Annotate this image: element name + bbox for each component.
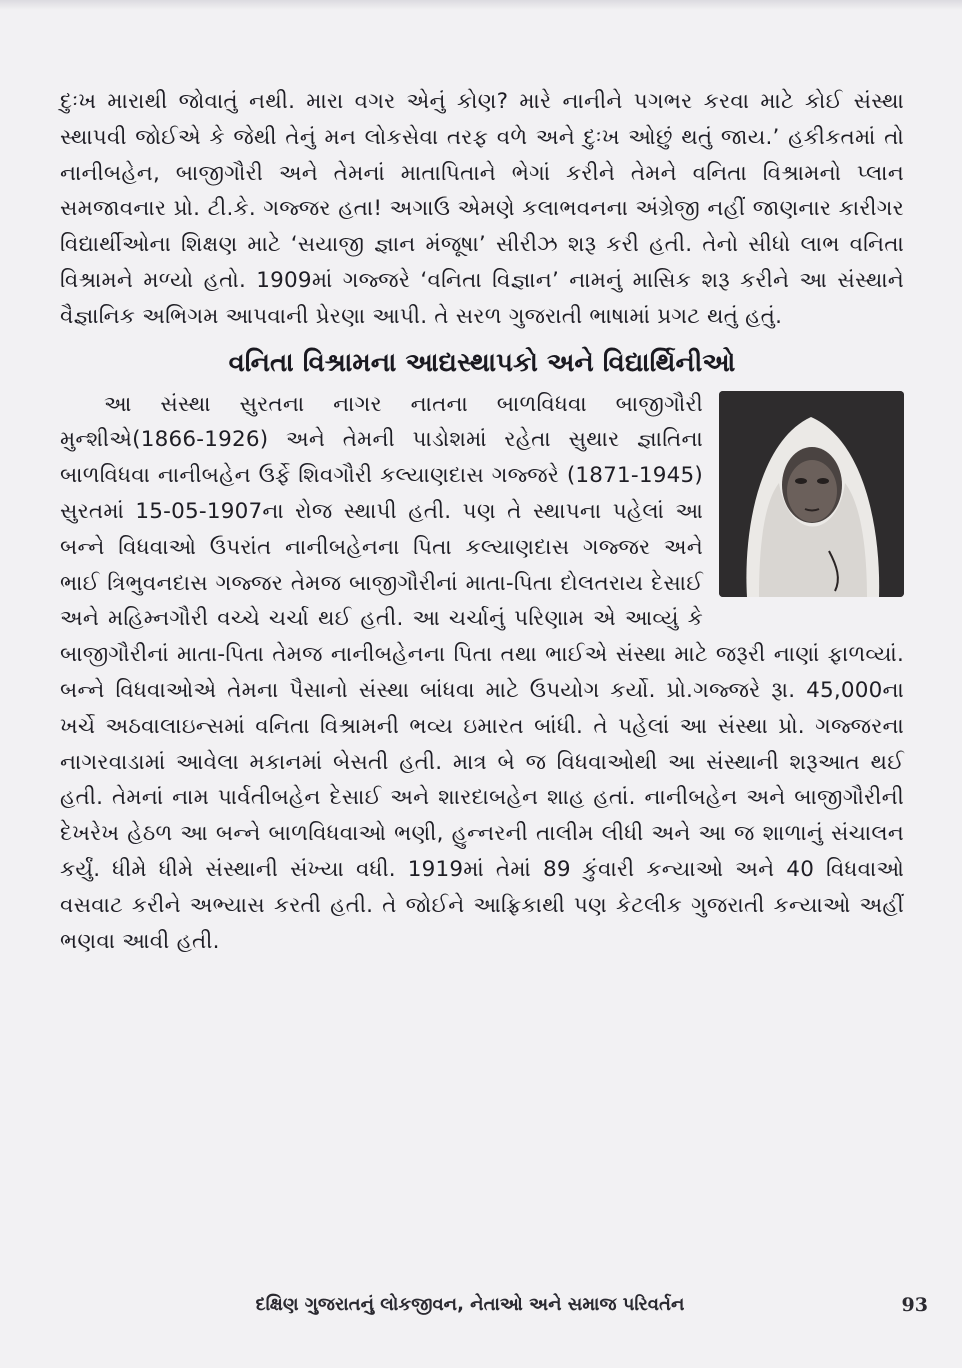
footer-book-title: દક્ષિણ ગુજરાતનું લોકજીવન, નેતાઓ અને સમાજ પરિવર્તન	[255, 1294, 685, 1315]
paragraph-founders: આ સંસ્થા સુરતના નાગર નાતના બાળવિધવા બાજીગૌરી મુન્શીએ(1866-1926) અને તેમની પાડોશમાં રહેતા સુથાર જ્ઞાતિના બાળવિધવા નાનીબહેન ઉર્ફે શિવગૌરી કલ્યાણદાસ ગજ્જરે (1871-1945) સુરતમાં 15-05-1907ના રોજ સ્થાપી હતી. પણ તે સ્થાપના પહેલાં આ બન્ને વિધવાઓ ઉપરાંત નાનીબહેનના પિતા કલ્યાણદાસ ગજ્જર અને ભાઈ ત્રિભુવનદાસ ગજ્જર તેમજ બાજીગૌરીનાં માતા-પિતા દોલતરાય દેસાઈ અને મહિમ્નગૌરી વચ્ચે ચર્ચા થઈ હતી. આ ચર્ચાનું પરિણામ એ આવ્યું કે બાજીગૌરીનાં માતા-પિતા તેમજ નાનીબહેનના પિતા તથા ભાઈએ સંસ્થા માટે જરૂરી નાણાં ફાળવ્યાં. બન્ને વિધવાઓએ તેમના પૈસાનો સંસ્થા બાંધવા માટે ઉપયોગ કર્યો. પ્રો.ગજ્જરે રૂા. 45,000ના ખર્ચે અઠવાલાઇન્સમાં વનિતા વિશ્રામની ભવ્ય ઇમારત બાંધી. તે પહેલાં આ સંસ્થા પ્રો. ગજ્જરના નાગરવાડામાં આવેલા મકાનમાં બેસતી હતી. માત્ર બે જ વિધવાઓથી આ સંસ્થાની શરૂઆત થઈ હતી. તેમનાં નામ પાર્વતીબહેન દેસાઈ અને શારદાબહેન શાહ હતાં. નાનીબહેન અને બાજીગૌરીની દેખરેખ હેઠળ આ બન્ને બાળવિધવાઓ ભણી, હુન્નરની તાલીમ લીધી અને આ જ શાળાનું સંચાલન કર્યું. ધીમે ધીમે સંસ્થાની સંખ્યા વધી. 1919માં તેમાં 89 કુંવારી કન્યાઓ અને 40 વિધવાઓ વસવાટ કરીને અભ્યાસ કરતી હતી. તે જોઈને આફ્રિકાથી પણ કેટલીક ગુજરાતી કન્યાઓ અહીં ભણવા આવી હતી.	[60, 391, 904, 954]
page-footer	[0, 1290, 962, 1330]
paragraph-intro: દુઃખ મારાથી જોવાતું નથી. મારા વગર એનું કોણ? મારે નાનીને પગભર કરવા માટે કોઈ સંસ્થા સ્થાપવી જોઈએ કે જેથી તેનું મન લોકસેવા તરફ વળે અને દુઃખ ઓછું થતું જાય.’ હકીકતમાં તો નાનીબહેન, બાજીગૌરી અને તેમનાં માતાપિતાને ભેગાં કરીને તેમને વનિતા વિશ્રામનો પ્લાન સમજાવનાર પ્રો. ટી.કે. ગજ્જર હતા! અગાઉ એમણે કલાભવનના અંગ્રેજી નહીં જાણનાર કારીગર વિદ્યાર્થીઓના શિક્ષણ માટે ‘સયાજી જ્ઞાન મંજૂષા’ સીરીઝ શરૂ કરી હતી. તેનો સીધો લાભ વનિતા વિશ્રામને મળ્યો હતો. 1909માં ગજ્જરે ‘વનિતા વિજ્ઞાન’ નામનું માસિક શરૂ કરીને આ સંસ્થાને વૈજ્ઞાનિક અભિગમ આપવાની પ્રેરણા આપી. તે સરળ ગુજરાતી ભાષામાં પ્રગટ થતું હતું.	[60, 89, 904, 329]
portrait-illustration	[719, 391, 904, 597]
page-top-edge	[0, 0, 962, 10]
page-number: 93	[901, 1294, 928, 1316]
portrait-image	[719, 391, 904, 597]
section-heading: વનિતા વિશ્રામના આદ્યસ્થાપકો અને વિદ્યાર્થિનીઓ	[228, 347, 736, 378]
portrait-photo	[719, 391, 904, 597]
